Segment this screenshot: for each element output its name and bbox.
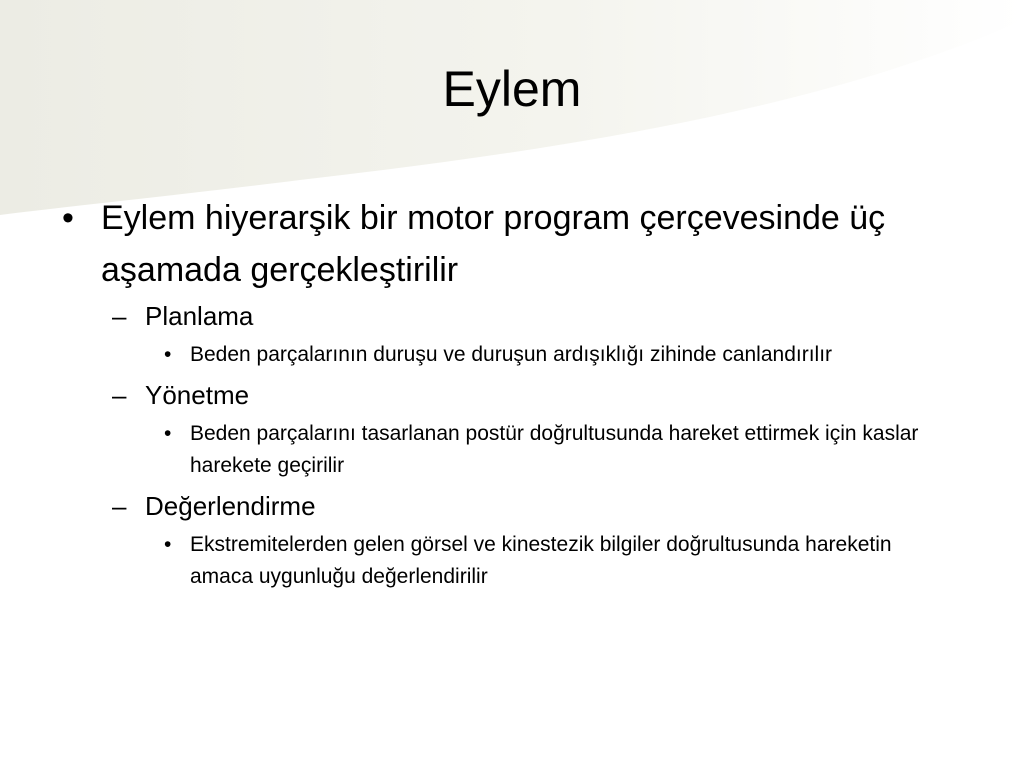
stage-item-yonetme [60,377,960,413]
dash-icon: – [112,380,127,410]
bullet-icon: • [164,343,172,366]
stage-detail-text: Beden parçalarını tasarlanan postür doğrultusunda hareket ettirmek için kaslar harekete geçirilir [190,422,919,477]
stage-label: Değerlendirme [145,491,316,521]
stage-item-degerlendirme [60,488,960,524]
stage-detail-degerlendirme [60,529,960,593]
bullet-icon: • [62,199,74,237]
stage-detail-text: Ekstremitelerden gelen görsel ve kinestezik bilgiler doğrultusunda hareketin amaca uygunluğu değerlendirilir [190,533,892,588]
dash-icon: – [112,491,127,521]
main-bullet-point [60,192,960,296]
stage-detail-text: Beden parçalarının duruşu ve duruşun ardışıklığı zihinde canlandırılır [190,343,833,366]
stage-detail-planlama [60,339,960,371]
stage-item-planlama [60,298,960,334]
stage-label: Yönetme [145,380,250,410]
dash-icon: – [112,301,127,331]
slide-title: Eylem [442,61,582,117]
bullet-icon: • [164,533,172,556]
stage-label: Planlama [145,301,254,331]
bullet-icon: • [164,422,172,445]
stage-detail-yonetme [60,418,960,482]
main-bullet-text: Eylem hiyerarşik bir motor program çerçevesinde üç aşamada gerçekleştirilir [101,199,886,289]
slide-body [60,192,960,599]
